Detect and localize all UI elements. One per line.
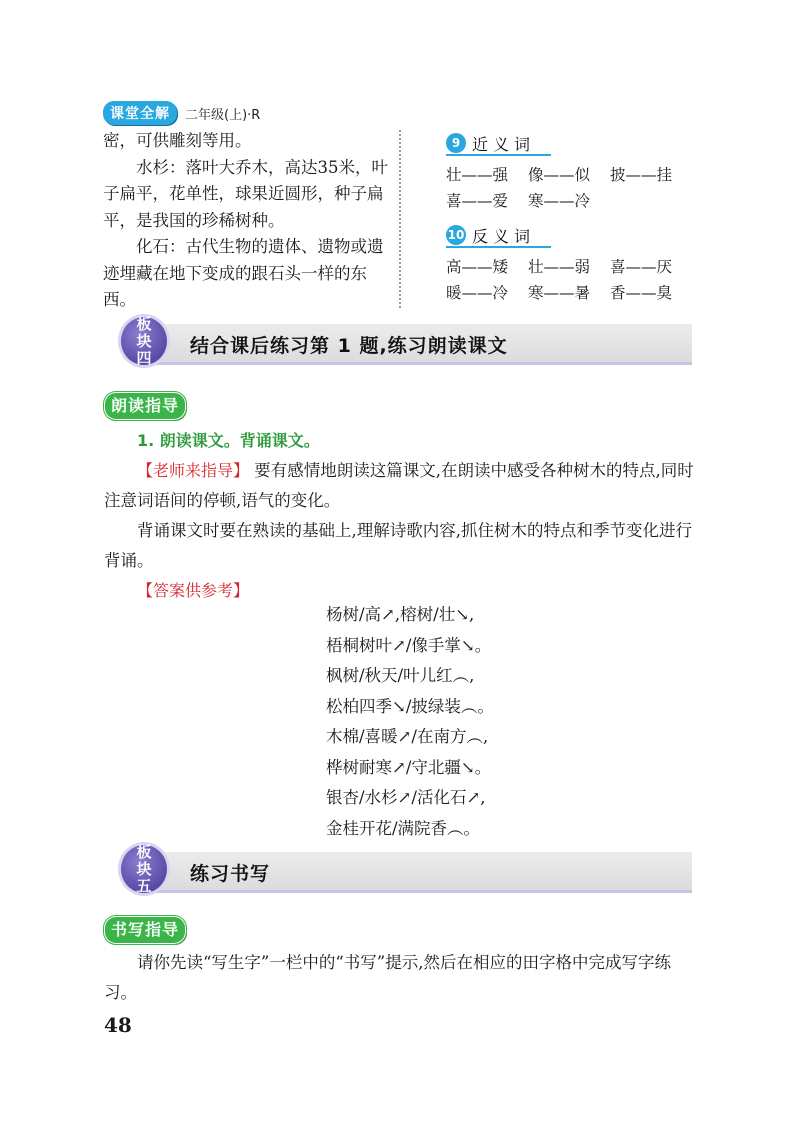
section-banner-5 — [118, 842, 692, 896]
number-badge-9: 9 — [446, 133, 466, 153]
badge-char: 板 — [136, 842, 152, 861]
word-pair: 香——臭 — [610, 284, 673, 302]
poem-answer — [326, 600, 494, 844]
poem-line: 银杏/水杉↗/活化石↗, — [326, 788, 486, 807]
poem-line: 松柏四季↘/披绿装︵。 — [326, 696, 494, 716]
antonyms-title: 反义词 — [472, 226, 536, 246]
reading-guide-label: 朗读指导 — [104, 392, 186, 420]
word-pair: 壮——强 — [446, 166, 509, 184]
teacher-paragraph — [104, 456, 694, 516]
word-pair: 寒——冷 — [528, 192, 591, 210]
reading-guide-body — [104, 426, 694, 606]
section-banner-bar — [138, 852, 692, 893]
answer-tag: 【答案供参考】 — [137, 581, 250, 600]
badge-char: 块 — [136, 331, 152, 350]
section-banner-4 — [118, 314, 692, 368]
poem-line: 枫树/秋天/叶儿红︵, — [326, 666, 475, 685]
section-badge — [118, 842, 170, 896]
poem-line: 杨树/高↗,榕树/壮↘, — [326, 605, 475, 624]
synonyms-title: 近义词 — [472, 134, 536, 154]
recite-paragraph: 背诵课文时要在熟读的基础上,理解诗歌内容,抓住树木的特点和季节变化进行背诵。 — [104, 521, 692, 570]
word-pair: 寒——暑 — [528, 284, 591, 302]
section-title: 练习书写 — [190, 863, 271, 885]
word-pair: 壮——弱 — [528, 258, 591, 276]
section-banner-bar — [138, 324, 692, 365]
glossary-shuishan: 水杉：落叶大乔木，高达35米，叶子扁平，花单性，球果近圆形，种子扁平，是我国的珍稀树种。 — [103, 157, 388, 230]
writing-guide-label: 书写指导 — [104, 916, 186, 944]
glossary-column — [103, 128, 391, 314]
poem-line: 梧桐树叶↗/像手掌↘。 — [326, 635, 492, 655]
synonyms-heading — [446, 130, 692, 156]
book-logo: 课堂全解 — [103, 101, 177, 125]
poem-line: 桦树耐寒↗/守北疆↘。 — [326, 757, 492, 777]
teacher-tag: 【老师来指导】 — [137, 461, 250, 480]
heading-underline — [446, 246, 551, 248]
writing-guide-body — [104, 948, 694, 1008]
badge-char: 五 — [136, 876, 152, 895]
word-pair: 喜——爱 — [446, 192, 509, 210]
word-pair: 披——挂 — [610, 166, 673, 184]
heading-underline — [446, 154, 551, 156]
page-number: 48 — [104, 1013, 132, 1037]
word-pair: 喜——厌 — [610, 258, 673, 276]
poem-line: 木棉/喜暖↗/在南方︵, — [326, 727, 489, 746]
glossary-line: 密，可供雕刻等用。 — [103, 131, 252, 150]
poem-line: 金桂开花/满院香︵。 — [326, 818, 481, 838]
badge-char: 四 — [136, 348, 152, 367]
word-pair: 暖——冷 — [446, 284, 509, 302]
synonym-row — [446, 162, 692, 188]
antonym-row — [446, 254, 692, 280]
section-badge — [118, 314, 170, 368]
word-pair: 像——似 — [528, 166, 591, 184]
word-pair: 高——矮 — [446, 258, 509, 276]
task-heading: 1. 朗读课文。背诵课文。 — [137, 431, 320, 450]
page-header — [103, 101, 260, 125]
teacher-text: 要有感情地朗读这篇课文,在朗读中感受各种树木的特点,同时注意词语间的停顿,语气的变化。 — [104, 461, 694, 510]
badge-char: 板 — [136, 314, 152, 333]
section-title: 结合课后练习第 1 题,练习朗读课文 — [190, 335, 508, 357]
badge-char: 块 — [136, 859, 152, 878]
grade-label: 二年级(上)·R — [185, 107, 261, 123]
antonyms-heading — [446, 222, 692, 248]
column-divider — [399, 130, 401, 308]
glossary-fossil: 化石：古代生物的遗体、遗物或遗迹埋藏在地下变成的跟石头一样的东西。 — [103, 237, 384, 309]
synonym-row — [446, 188, 692, 214]
antonym-row — [446, 280, 692, 306]
writing-text: 请你先读“写生字”一栏中的“书写”提示,然后在相应的田字格中完成写字练习。 — [104, 953, 671, 1002]
word-list-column — [446, 130, 692, 306]
number-badge-10: 10 — [446, 225, 466, 245]
